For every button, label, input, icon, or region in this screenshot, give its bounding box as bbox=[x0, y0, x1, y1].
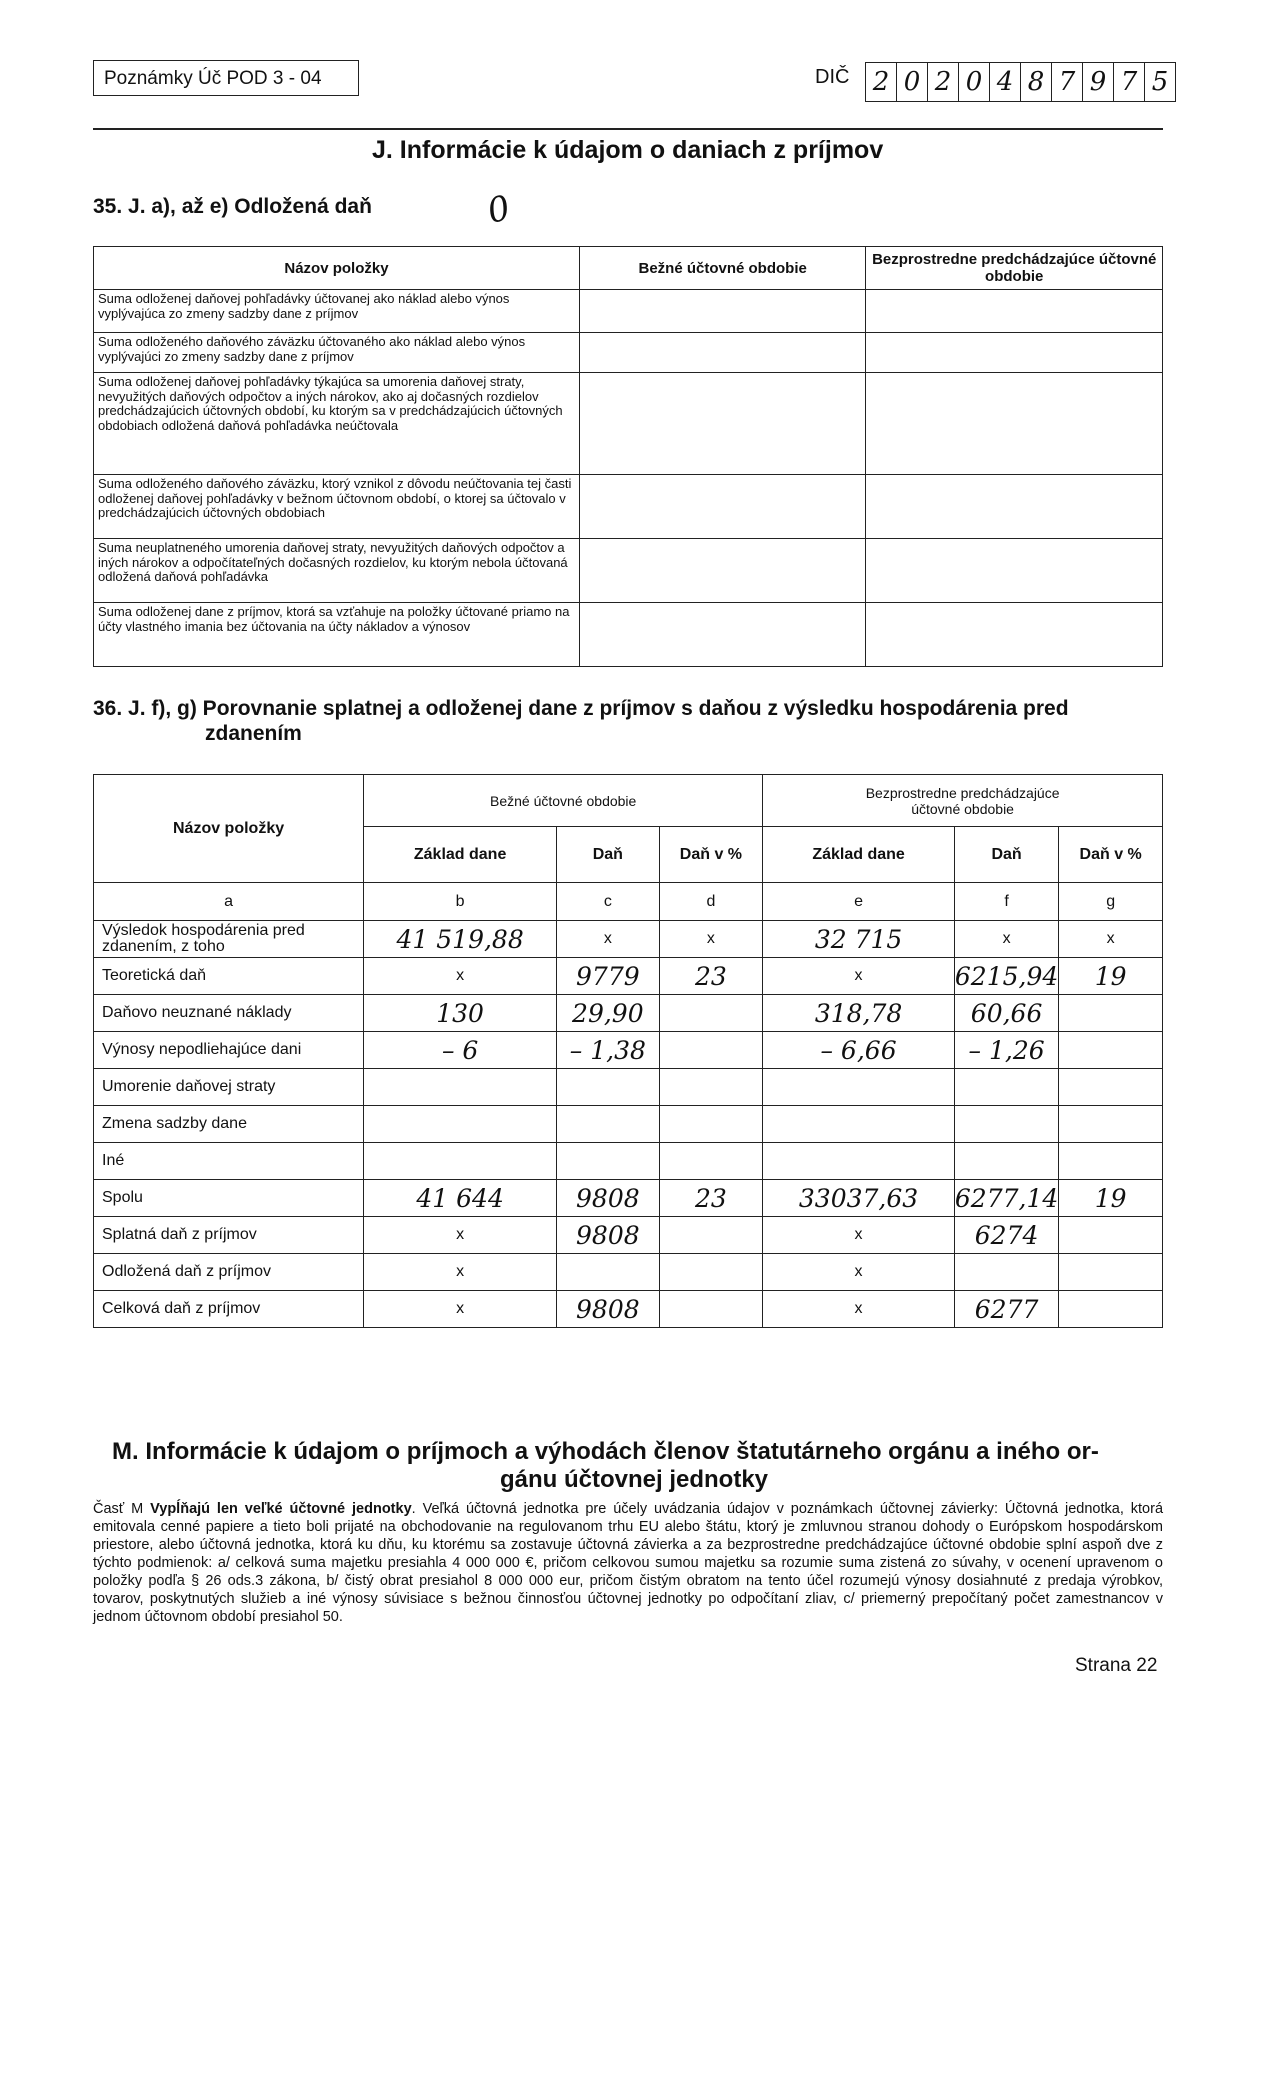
column-letter: c bbox=[557, 883, 659, 921]
value-cell bbox=[579, 373, 866, 475]
row-label: Umorenie daňovej straty bbox=[94, 1069, 364, 1106]
row-label: Suma neuplatneného umorenia daňovej straty, nevyužitých daňových odpočtov a iných nárokov a odpočítateľných dočasných rozdielov, ku ktorým nebola účtovaná odložená daňová pohľadávka bbox=[94, 539, 580, 603]
value-cell bbox=[659, 1069, 763, 1106]
table-row bbox=[94, 290, 1163, 333]
dic-digit-boxes bbox=[865, 62, 1176, 102]
value-cell bbox=[1059, 1217, 1163, 1254]
value-cell bbox=[1059, 1291, 1163, 1328]
column-letter: e bbox=[763, 883, 955, 921]
value-cell bbox=[1059, 1254, 1163, 1291]
table-row bbox=[94, 333, 1163, 373]
value-cell bbox=[557, 1069, 659, 1106]
value-cell: 33037,63 bbox=[763, 1180, 955, 1217]
dic-digit: 4 bbox=[989, 63, 1020, 101]
sub-header-pct: Daň v % bbox=[1059, 827, 1163, 883]
value-cell: 29,90 bbox=[557, 995, 659, 1032]
table-row bbox=[94, 539, 1163, 603]
value-cell bbox=[364, 1143, 557, 1180]
value-cell bbox=[364, 1069, 557, 1106]
col-header-previous: Bezprostredne predchádzajúce účtovné obdobie bbox=[866, 247, 1163, 290]
table-row bbox=[94, 1032, 1163, 1069]
value-cell: x bbox=[763, 1217, 955, 1254]
paragraph-lead: Časť M bbox=[93, 1501, 151, 1517]
deferred-tax-table bbox=[93, 246, 1163, 667]
value-cell bbox=[659, 1143, 763, 1180]
value-cell bbox=[954, 1069, 1058, 1106]
value-cell: x bbox=[659, 921, 763, 958]
value-cell bbox=[763, 1106, 955, 1143]
dic-digit: 7 bbox=[1051, 63, 1082, 101]
value-cell bbox=[954, 1143, 1058, 1180]
value-cell: x bbox=[364, 1254, 557, 1291]
s36-heading-line1: 36. J. f), g) Porovnanie splatnej a odloženej dane z príjmov s daňou z výsledku hospodárenia pred bbox=[93, 697, 1069, 720]
sub-header-pct: Daň v % bbox=[659, 827, 763, 883]
row-label: Zmena sadzby dane bbox=[94, 1106, 364, 1143]
row-label: Suma odloženého daňového záväzku, ktorý vznikol z dôvodu neúčtovania tej časti odloženej daňovej pohľadávky v bežnom účtovnom období, o ktorej sa účtovalo v predchádzajúcich účtovných obdobiach bbox=[94, 475, 580, 539]
row-label: Teoretická daň bbox=[94, 958, 364, 995]
value-cell: 6274 bbox=[954, 1217, 1058, 1254]
value-cell: 6215,94 bbox=[954, 958, 1058, 995]
paragraph-body: . Veľká účtovná jednotka pre účely uvádzania údajov v poznámkach účtovnej závierky: Účtovná jednotka, ktorá emitovala cenné papiere a tieto boli prijaté na obchodovanie na regulovanom trhu EU alebo štátu, ktorý je zmluvnou stranou dohody o Európskom hospodárskom priestore, alebo účtovná jednotka, ktorá ku dňu, ku ktorému sa zostavuje účtovná závierka a za bezprostredne predchádzajúce účtovné obdobie splní aspoň dve z týchto podmienok: a/ celková suma majetku presiahla 4 000 000 €, pričom celkovou sumou majetku sa rozumie suma zistená zo súvahy, v ocenení upravenom o položky podľa § 26 ods.3 zákona, b/ čistý obrat presiahol 8 000 000 eur, pričom čistým obratom na tento účel rozumejú výnosy dosiahnuté z predaja výrobkov, tovarov, poskytnutých služieb a iné výnosy súvisiace s bežnou činnosťou účtovnej jednotky po odpočítaní zliav, c/ priemerný prepočítaný počet zamestnancov v jednom účtovnom období presiahol 50. bbox=[93, 1501, 1164, 1625]
table-row bbox=[94, 995, 1163, 1032]
dic-label: DIČ bbox=[815, 66, 850, 88]
value-cell: x bbox=[763, 1254, 955, 1291]
value-cell: 9808 bbox=[557, 1291, 659, 1328]
value-cell bbox=[364, 1106, 557, 1143]
value-cell bbox=[763, 1069, 955, 1106]
value-cell bbox=[1059, 995, 1163, 1032]
value-cell: 60,66 bbox=[954, 995, 1058, 1032]
col-header-name: Názov položky bbox=[94, 775, 364, 883]
value-cell bbox=[579, 603, 866, 667]
sub-header-base: Základ dane bbox=[364, 827, 557, 883]
value-cell bbox=[659, 1291, 763, 1328]
row-label: Suma odloženej dane z príjmov, ktorá sa vzťahuje na položky účtované priamo na účty vlastného imania bez účtovania na účty nákladov a výnosov bbox=[94, 603, 580, 667]
dic-digit: 0 bbox=[958, 63, 989, 101]
group-header-current: Bežné účtovné obdobie bbox=[364, 775, 763, 827]
value-cell bbox=[557, 1106, 659, 1143]
sub-header-base: Základ dane bbox=[763, 827, 955, 883]
value-cell bbox=[557, 1143, 659, 1180]
row-label: Odložená daň z príjmov bbox=[94, 1254, 364, 1291]
value-cell bbox=[659, 1254, 763, 1291]
section-m-title-line2: gánu účtovnej jednotky bbox=[500, 1466, 769, 1493]
value-cell: x bbox=[763, 958, 955, 995]
row-label: Iné bbox=[94, 1143, 364, 1180]
table-row bbox=[94, 1180, 1163, 1217]
value-cell: 9808 bbox=[557, 1180, 659, 1217]
value-cell bbox=[1059, 1069, 1163, 1106]
value-cell bbox=[1059, 1032, 1163, 1069]
sub-header-tax: Daň bbox=[557, 827, 659, 883]
group-header-previous: Bezprostredne predchádzajúce účtovné obdobie bbox=[763, 775, 1163, 827]
value-cell bbox=[659, 1032, 763, 1069]
value-cell: 41 644 bbox=[364, 1180, 557, 1217]
value-cell: 23 bbox=[659, 1180, 763, 1217]
value-cell: 9779 bbox=[557, 958, 659, 995]
value-cell: x bbox=[1059, 921, 1163, 958]
table-row bbox=[94, 1143, 1163, 1180]
value-cell bbox=[866, 539, 1163, 603]
column-letter: f bbox=[954, 883, 1058, 921]
value-cell bbox=[866, 475, 1163, 539]
form-label: Poznámky Úč POD 3 - 04 bbox=[93, 60, 359, 96]
header-rule bbox=[93, 128, 1163, 130]
paragraph-lead-bold: Vypĺňajú len veľké účtovné jednotky bbox=[150, 1501, 412, 1517]
row-label: Suma odloženého daňového záväzku účtovaného ako náklad alebo výnos vyplývajúci zo zmeny sadzby dane z príjmov bbox=[94, 333, 580, 373]
page-number: Strana 22 bbox=[1075, 1655, 1158, 1676]
row-label: Spolu bbox=[94, 1180, 364, 1217]
value-cell: x bbox=[557, 921, 659, 958]
value-cell bbox=[954, 1106, 1058, 1143]
table-row bbox=[94, 475, 1163, 539]
row-label: Suma odloženej daňovej pohľadávky účtovanej ako náklad alebo výnos vyplývajúca zo zmeny sadzby dane z príjmov bbox=[94, 290, 580, 333]
value-cell: – 1,38 bbox=[557, 1032, 659, 1069]
handwritten-zero: 0 bbox=[483, 187, 515, 233]
value-cell: 23 bbox=[659, 958, 763, 995]
value-cell: 130 bbox=[364, 995, 557, 1032]
value-cell bbox=[866, 333, 1163, 373]
tax-comparison-table bbox=[93, 774, 1163, 1328]
value-cell bbox=[866, 603, 1163, 667]
table-row bbox=[94, 1217, 1163, 1254]
dic-digit: 9 bbox=[1082, 63, 1113, 101]
tax-comparison-body bbox=[94, 921, 1163, 1328]
value-cell: – 1,26 bbox=[954, 1032, 1058, 1069]
sub-header-tax: Daň bbox=[954, 827, 1058, 883]
row-label: Daňovo neuznané náklady bbox=[94, 995, 364, 1032]
value-cell: x bbox=[763, 1291, 955, 1328]
value-cell: x bbox=[364, 1217, 557, 1254]
value-cell bbox=[659, 1217, 763, 1254]
value-cell bbox=[866, 290, 1163, 333]
row-label: Výnosy nepodliehajúce dani bbox=[94, 1032, 364, 1069]
column-letter: g bbox=[1059, 883, 1163, 921]
table-row bbox=[94, 603, 1163, 667]
value-cell: x bbox=[364, 958, 557, 995]
value-cell bbox=[866, 373, 1163, 475]
value-cell: 41 519,88 bbox=[364, 921, 557, 958]
dic-digit: 8 bbox=[1020, 63, 1051, 101]
column-letter: d bbox=[659, 883, 763, 921]
table-row bbox=[94, 373, 1163, 475]
s36-heading-line2: zdanením bbox=[205, 722, 302, 745]
value-cell: – 6 bbox=[364, 1032, 557, 1069]
section-m-title-line1: M. Informácie k údajom o príjmoch a výhodách členov štatutárneho orgánu a iného or- bbox=[112, 1438, 1099, 1465]
dic-digit: 0 bbox=[896, 63, 927, 101]
dic-digit: 7 bbox=[1113, 63, 1144, 101]
table-row bbox=[94, 1106, 1163, 1143]
row-label: Suma odloženej daňovej pohľadávky týkajúca sa umorenia daňovej straty, nevyužitých daňových odpočtov a iných nárokov, ako aj dočasných rozdielov predchádzajúcich účtovných období, ku ktorým sa v predchádzajúcich účtovných obdobiach odložená daňová pohľadávka neúčtovala bbox=[94, 373, 580, 475]
row-label: Splatná daň z príjmov bbox=[94, 1217, 364, 1254]
s35-heading: 35. J. a), až e) Odložená daň bbox=[93, 195, 372, 218]
value-cell: 6277,14 bbox=[954, 1180, 1058, 1217]
value-cell bbox=[659, 995, 763, 1032]
value-cell: 9808 bbox=[557, 1217, 659, 1254]
row-label: Celková daň z príjmov bbox=[94, 1291, 364, 1328]
table-row bbox=[94, 1069, 1163, 1106]
value-cell bbox=[557, 1254, 659, 1291]
value-cell: 19 bbox=[1059, 958, 1163, 995]
value-cell bbox=[579, 333, 866, 373]
dic-digit: 2 bbox=[872, 67, 890, 97]
table-row bbox=[94, 1291, 1163, 1328]
dic-digit: 5 bbox=[1144, 63, 1175, 101]
value-cell bbox=[579, 475, 866, 539]
dic-digit: 2 bbox=[927, 63, 958, 101]
value-cell bbox=[1059, 1143, 1163, 1180]
col-header-name: Názov položky bbox=[94, 247, 580, 290]
value-cell: x bbox=[364, 1291, 557, 1328]
value-cell bbox=[579, 539, 866, 603]
value-cell: 6277 bbox=[954, 1291, 1058, 1328]
section-j-title: J. Informácie k údajom o daniach z príjmov bbox=[372, 136, 884, 164]
table-row bbox=[94, 1254, 1163, 1291]
value-cell bbox=[659, 1106, 763, 1143]
table-row bbox=[94, 921, 1163, 958]
value-cell: 32 715 bbox=[763, 921, 955, 958]
value-cell bbox=[763, 1143, 955, 1180]
value-cell bbox=[1059, 1106, 1163, 1143]
value-cell: – 6,66 bbox=[763, 1032, 955, 1069]
value-cell: 318,78 bbox=[763, 995, 955, 1032]
column-letter: a bbox=[94, 883, 364, 921]
row-label: Výsledok hospodárenia pred zdanením, z toho bbox=[94, 921, 364, 958]
value-cell bbox=[579, 290, 866, 333]
value-cell: x bbox=[954, 921, 1058, 958]
value-cell: 19 bbox=[1059, 1180, 1163, 1217]
value-cell bbox=[954, 1254, 1058, 1291]
section-m-paragraph bbox=[93, 1500, 1163, 1626]
letter-row bbox=[94, 883, 1163, 921]
column-letter: b bbox=[364, 883, 557, 921]
col-header-current: Bežné účtovné obdobie bbox=[579, 247, 866, 290]
table-row bbox=[94, 958, 1163, 995]
